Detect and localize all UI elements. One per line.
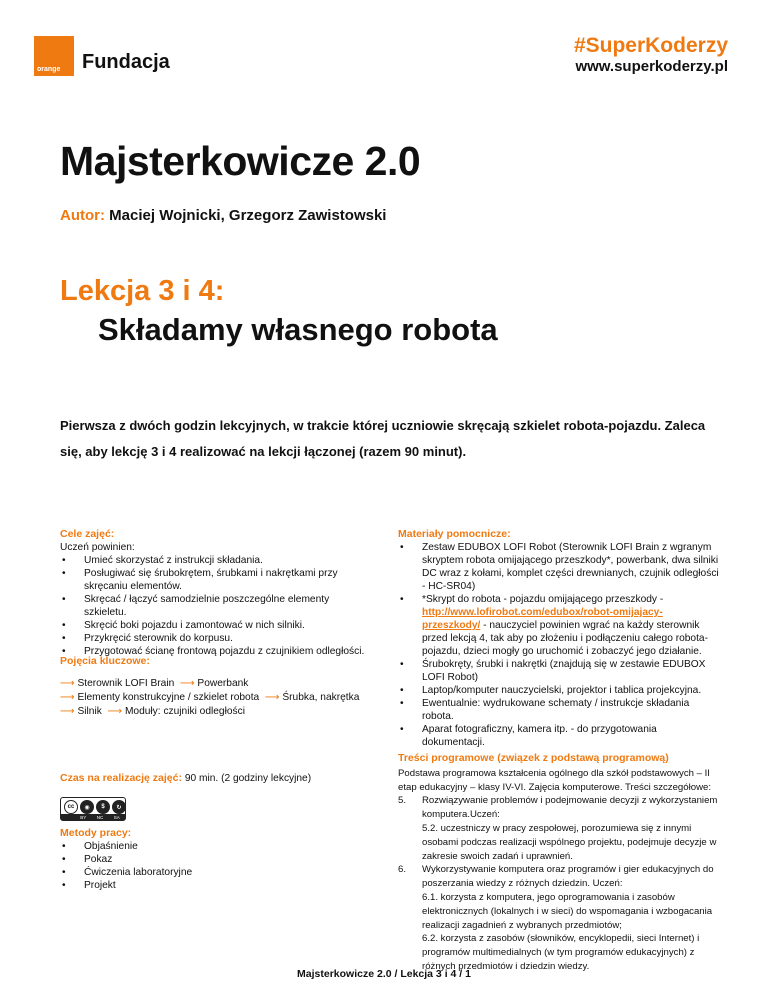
hashtag: #SuperKoderzy	[573, 34, 728, 57]
list-item: • Umieć skorzystać z instrukcji składania.	[60, 554, 370, 567]
cc-icon: cc	[64, 800, 78, 814]
arrow-icon: ⟶	[107, 706, 123, 717]
list-item: • Skręcić boki pojazdu i zamontować w nich silniki.	[60, 619, 370, 632]
item-text: Wykorzystywanie komputera oraz programów i gier edukacyjnych do poszerzania wiedzy z różnych dziedzin. Uczeń:	[422, 864, 714, 890]
arrow-icon: ⟶	[60, 706, 75, 717]
list-item: • Pokaz	[60, 853, 370, 866]
list-item: • Skręcać / łączyć samodzielnie poszczególne elementy szkieletu.	[60, 593, 370, 619]
license-nc: NC	[96, 814, 104, 820]
methods-heading: Metody pracy:	[60, 827, 132, 839]
list-item: • Przykręcić sterownik do korpusu.	[60, 632, 370, 645]
concept-item: Powerbank	[197, 678, 249, 689]
website-link[interactable]: www.superkoderzy.pl	[575, 58, 728, 75]
item-number: 6.	[398, 864, 407, 876]
script-text: *Skrypt do robota - pojazdu omijającego przeszkody -	[422, 594, 664, 605]
curriculum-lead: Podstawa programowa kształcenia ogólnego dla szkół podstawowych – II etap edukacyjny – klasy IV-VI. Zajęcia komputerowe. Treści szczegółowe:	[398, 767, 712, 793]
list-item: • Aparat fotograficzny, kamera itp. - do przygotowania dokumentacji.	[398, 723, 720, 749]
list-item: • Ewentualnie: wydrukowane schematy / instrukcje składania robota.	[398, 697, 720, 723]
author-label: Autor:	[60, 207, 105, 224]
concept-item: Moduły: czujniki odległości	[124, 706, 245, 717]
license-sa: SA	[113, 814, 120, 820]
list-item: • Projekt	[60, 879, 370, 892]
materials-list	[398, 541, 720, 749]
concepts-row	[60, 705, 380, 719]
list-item: • Zestaw EDUBOX LOFI Robot (Sterownik LOFI Brain z wgranym skryptem robota omijającego przeszkody*, powerbank, dwa silniki DC wraz z kołami, komplet części drewnianych, czujnik odległości - HC-SR04)	[398, 541, 720, 593]
author-line	[60, 207, 386, 224]
arrow-icon: ⟶	[264, 692, 280, 703]
concept-item: Śrubka, nakrętka	[282, 692, 360, 703]
duration-line	[60, 772, 380, 785]
logo-text: orange	[37, 66, 61, 73]
list-item: • Śrubokręty, śrubki i nakrętki (znajdują się w zestawie EDUBOX LOFI Robot)	[398, 658, 720, 684]
curriculum-heading: Treści programowe (związek z podstawą programową)	[398, 752, 669, 764]
list-item: • Ćwiczenia laboratoryjne	[60, 866, 370, 879]
script-note: - nauczyciel powinien wgrać na każdy sterownik przed lekcją 4, tak aby po złożeniu i podłączeniu całego robota-pojazdu, dzieci mogły go uruchomić i zobaczyć jego działanie.	[422, 620, 708, 657]
cc-license-badge	[60, 797, 126, 821]
concept-item: Silnik	[77, 706, 102, 717]
list-item: • Laptop/komputer nauczycielski, projektor i tablica projekcyjna.	[398, 684, 720, 697]
goals-section	[60, 528, 370, 658]
item-sub: 6.2. korzysta z zasobów (słowników, encyklopedii, sieci Internet) i programów multimedialnych (w tym programów edukacyjnych) z różnych przedmiotów i dziedzin wiedzy.	[422, 933, 700, 972]
list-item: • Posługiwać się śrubokrętem, śrubkami i nakrętkami przy skręcaniu elementów.	[60, 567, 370, 593]
script-link[interactable]: http://www.lofirobot.com/edubox/robot-omijajacy-przeszkody/	[422, 607, 663, 631]
list-item	[398, 593, 720, 658]
item-number: 5.	[398, 795, 407, 807]
concepts-row	[60, 691, 380, 705]
goals-list	[60, 554, 370, 658]
license-by: BY	[80, 814, 87, 820]
curriculum-list	[398, 794, 720, 973]
arrow-icon: ⟶	[179, 678, 195, 689]
concepts-section	[60, 654, 380, 719]
concepts-heading: Pojęcia kluczowe:	[60, 655, 150, 667]
by-icon: ◉	[80, 800, 94, 814]
list-item	[398, 794, 720, 863]
duration-label: Czas na realizację zajęć:	[60, 772, 182, 784]
goals-lead: Uczeń powinien:	[60, 542, 135, 553]
curriculum-section	[398, 752, 720, 974]
list-item: • Objaśnienie	[60, 840, 370, 853]
brand-name: Fundacja	[82, 51, 170, 73]
duration-value: 90 min. (2 godziny lekcyjne)	[184, 773, 312, 784]
concept-item: Elementy konstrukcyjne / szkielet robota	[77, 692, 260, 703]
lesson-label: Lekcja 3 i 4:	[60, 275, 225, 307]
nc-icon: $	[96, 800, 110, 814]
methods-list	[60, 840, 370, 892]
concept-item: Sterownik LOFI Brain	[77, 678, 175, 689]
orange-logo	[34, 36, 74, 76]
item-sub: 6.1. korzysta z komputera, jego oprogramowania i zasobów elektronicznych (lokalnych i w sieci) do wspomagania i wzbogacania realizacji zagadnień z wybranych przedmiotów;	[422, 891, 713, 931]
materials-heading: Materiały pomocnicze:	[398, 528, 511, 540]
list-item	[398, 863, 720, 973]
goals-heading: Cele zajęć:	[60, 528, 115, 540]
page-footer: Majsterkowicze 2.0 / Lekcja 3 i 4 / 1	[297, 968, 471, 980]
page-title: Majsterkowicze 2.0	[60, 138, 421, 184]
item-sub: 5.2. uczestniczy w pracy zespołowej, porozumiewa się z innymi osobami podczas realizacji wspólnego projektu, podejmuje decyzje w zakresie swoich zadań i uprawnień.	[422, 822, 717, 862]
author-names: Maciej Wojnicki, Grzegorz Zawistowski	[109, 207, 387, 224]
intro-paragraph: Pierwsza z dwóch godzin lekcyjnych, w trakcie której uczniowie skręcają szkielet robota-pojazdu. Zaleca się, aby lekcję 3 i 4 realizować na lekcji łączonej (razem 90 minut).	[60, 418, 706, 459]
item-text: Rozwiązywanie problemów i podejmowanie decyzji z wykorzystaniem komputera.Uczeń:	[422, 795, 718, 821]
lesson-subtitle: Składamy własnego robota	[98, 312, 498, 347]
materials-section	[398, 528, 720, 749]
list-item: • Przygotować ścianę frontową pojazdu z czujnikiem odległości.	[60, 645, 370, 658]
arrow-icon: ⟶	[60, 692, 75, 703]
arrow-icon: ⟶	[60, 678, 75, 689]
sa-icon: ↻	[112, 800, 126, 814]
methods-section	[60, 827, 370, 892]
concepts-row	[60, 677, 380, 691]
